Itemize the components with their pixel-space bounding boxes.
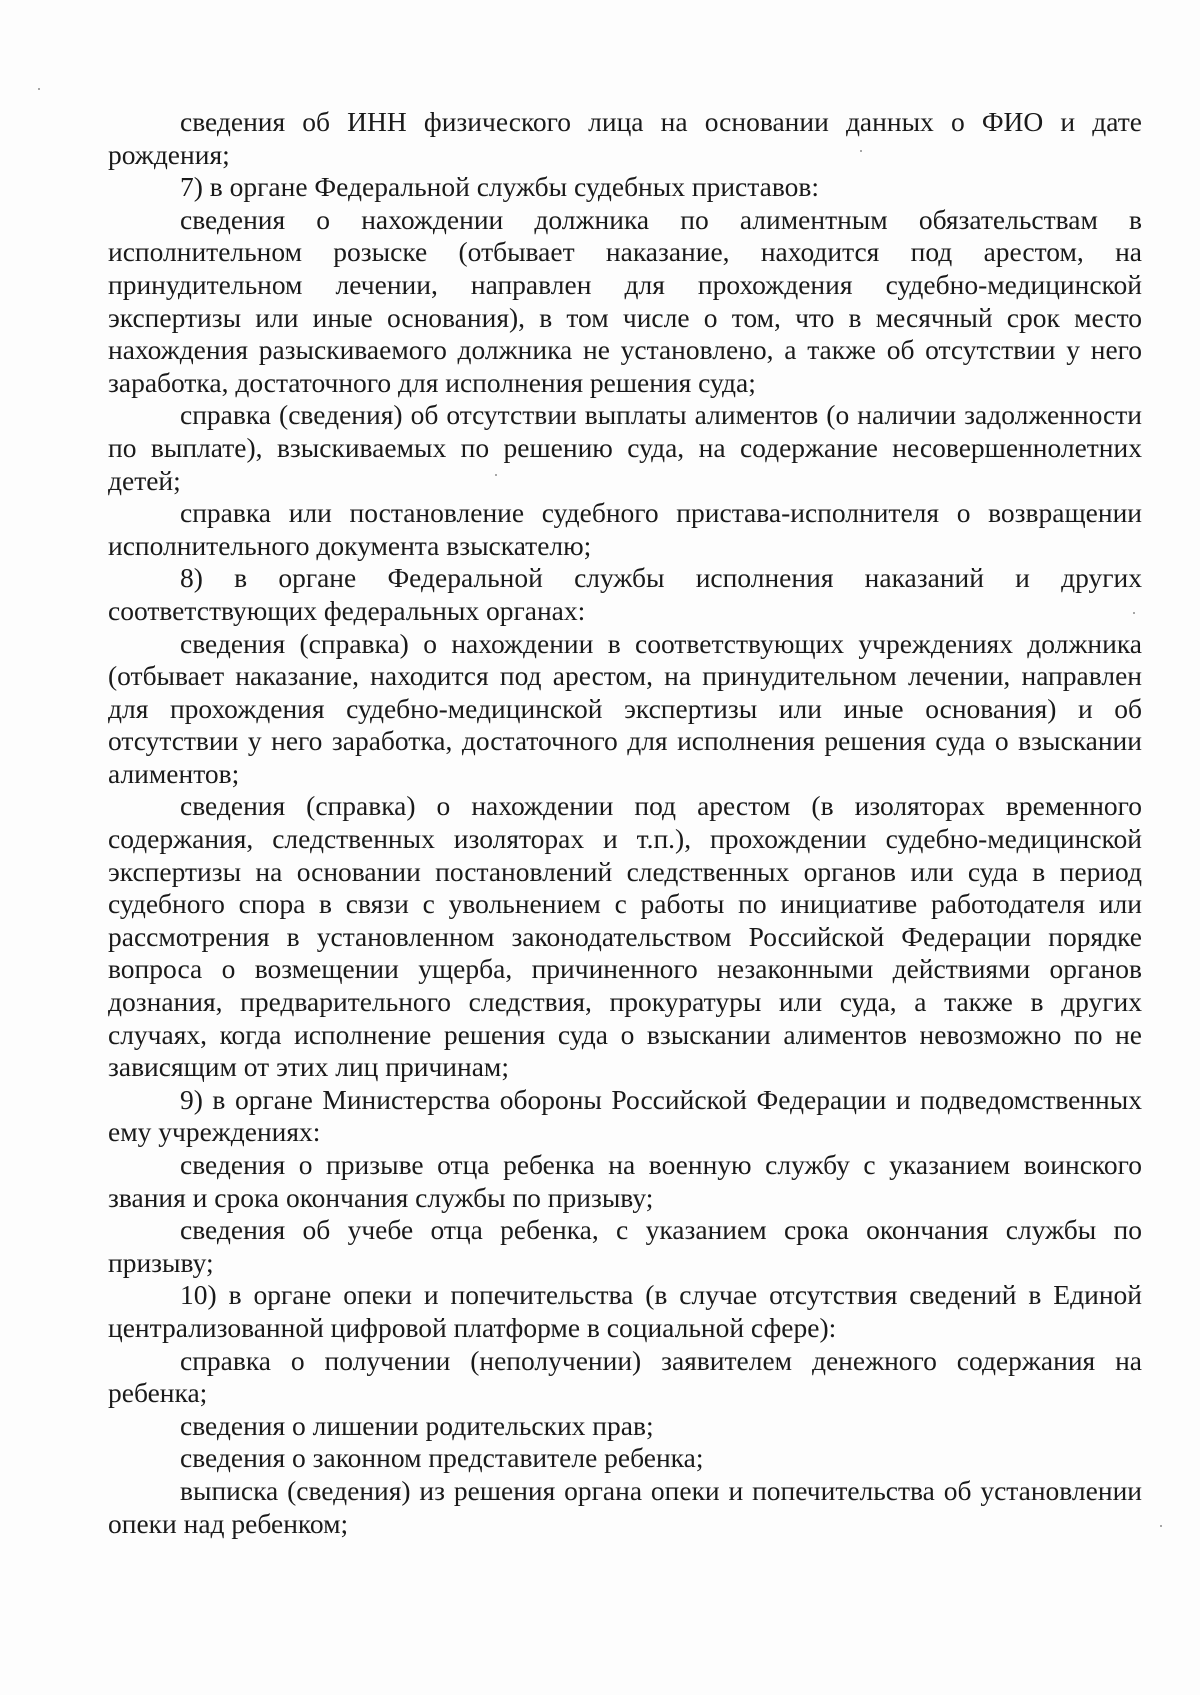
- paragraph: сведения о нахождении должника по алиментным обязательствам в исполнительном розыске (отбывает наказание, находится под арестом, на принудительном лечении, направлен для прохождения судебно-медицинской экспертизы или иные основания), в том числе о том, что в месячный срок место нахождения разыскиваемого должника не установлено, а также об отсутствии у него заработка, достаточного для исполнения решения суда;: [108, 203, 1142, 398]
- paragraph: сведения о призыве отца ребенка на военную службу с указанием воинского звания и срока окончания службы по призыву;: [108, 1149, 1142, 1213]
- paragraph: выписка (сведения) из решения органа опеки и попечительства об установлении опеки над ребенком;: [108, 1474, 1142, 1539]
- paragraph: 9) в органе Министерства обороны Российской Федерации и подведомственных ему учреждениях:: [108, 1083, 1142, 1148]
- paragraph: сведения (справка) о нахождении под арестом (в изоляторах временного содержания, следственных изоляторах и т.п.), прохождении судебно-медицинской экспертизы на основании постановлений следственных органов или суда в период судебного спора в связи с увольнением с работы по инициативе работодателя или рассмотрения в установленном законодательством Российской Федерации порядке вопроса о возмещении ущерба, причиненного незаконными действиями органов дознания, предварительного следствия, прокуратуры или суда, а также в других случаях, когда исполнение решения суда о взыскании алиментов невозможно по не зависящим от этих лиц причинам;: [108, 790, 1142, 1083]
- paragraph: сведения об учебе отца ребенка, с указанием срока окончания службы по призыву;: [108, 1214, 1142, 1278]
- paragraph: 10) в органе опеки и попечительства (в случае отсутствия сведений в Единой централизованной цифровой платформе в социальной сфере):: [108, 1279, 1142, 1343]
- paragraph: 8) в органе Федеральной службы исполнения наказаний и других соответствующих федеральных органах:: [108, 562, 1142, 626]
- paragraph: справка (сведения) об отсутствии выплаты алиментов (о наличии задолженности по выплате), взыскиваемых по решению суда, на содержание несовершеннолетних детей;: [108, 399, 1142, 496]
- paragraph: сведения об ИНН физического лица на основании данных о ФИО и дате рождения;: [108, 106, 1142, 170]
- paragraph: сведения о лишении родительских прав;: [180, 1409, 654, 1441]
- paragraph: справка о получении (неполучении) заявителем денежного содержания на ребенка;: [108, 1344, 1142, 1409]
- paragraph: 7) в органе Федеральной службы судебных приставов:: [180, 171, 819, 203]
- paragraph: сведения о законном представителе ребенка;: [180, 1442, 704, 1474]
- paragraph: справка или постановление судебного пристава-исполнителя о возвращении исполнительного документа взыскателю;: [108, 497, 1142, 561]
- paragraph: сведения (справка) о нахождении в соответствующих учреждениях должника (отбывает наказание, находится под арестом, на принудительном лечении, направлен для прохождения судебно-медицинской экспертизы или иные основания) и об отсутствии у него заработка, достаточного для исполнения решения суда о взыскании алиментов;: [108, 627, 1142, 789]
- document-body: [108, 106, 1142, 1540]
- scan-speck: [38, 88, 40, 90]
- scan-speck: [1160, 1525, 1162, 1527]
